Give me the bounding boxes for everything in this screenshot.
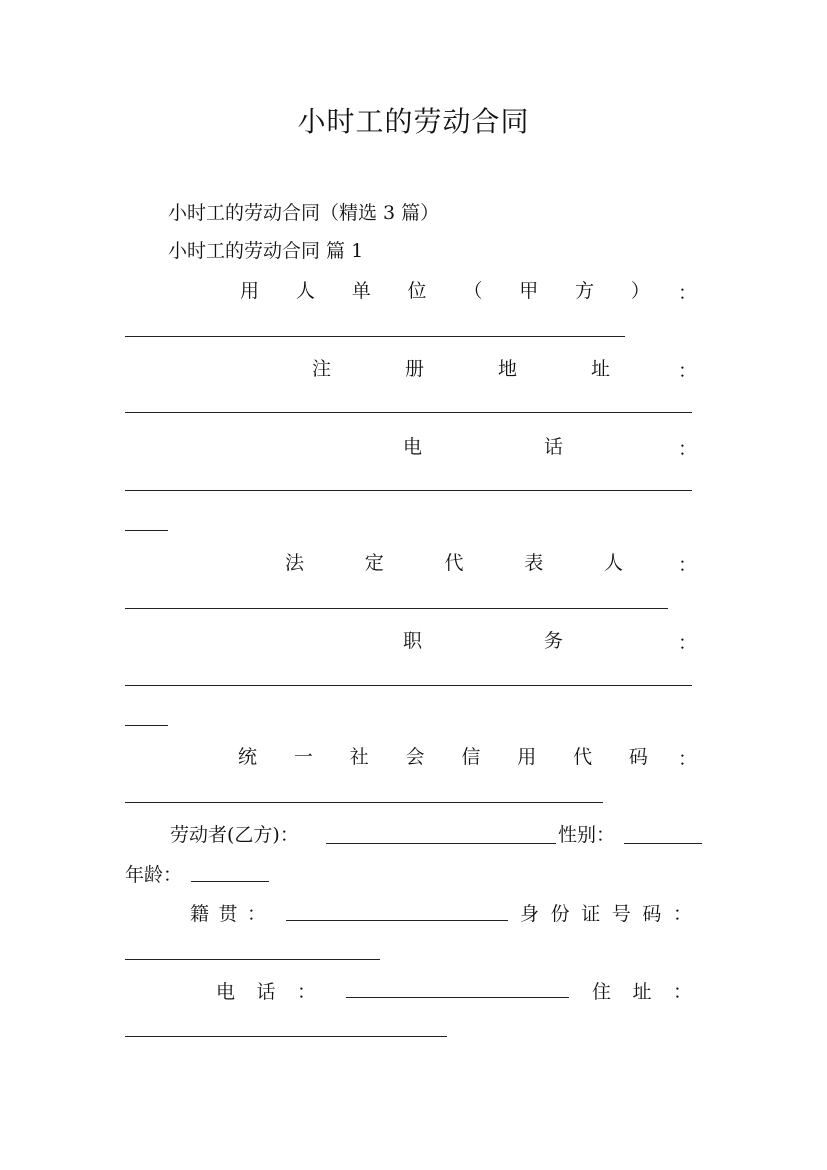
- credit-code-colon: ：: [678, 748, 698, 770]
- worker-address-blank[interactable]: [125, 1036, 447, 1037]
- employer-colon: ：: [678, 282, 698, 304]
- gender-blank[interactable]: [624, 843, 702, 844]
- credit-code-label: 统 一 社 会 信 用 代 码: [238, 746, 648, 768]
- native-place-label: 籍 贯 ：: [190, 903, 266, 925]
- position-label: 职 务: [403, 630, 563, 652]
- company-phone-blank-cont[interactable]: [125, 530, 168, 531]
- age-label: 年龄：: [125, 864, 183, 886]
- document-title: 小时工的劳动合同: [297, 105, 530, 138]
- worker-address-label: 住 址 ：: [592, 981, 692, 1003]
- reg-address-label: 注 册 地 址: [312, 358, 610, 380]
- worker-name-blank[interactable]: [326, 843, 556, 844]
- gender-label: 性别：: [558, 824, 616, 846]
- worker-label: 劳动者(乙方)：: [170, 824, 299, 846]
- reg-address-colon: ：: [678, 360, 698, 382]
- worker-phone-blank[interactable]: [346, 997, 569, 998]
- company-phone-blank[interactable]: [125, 490, 692, 491]
- legal-rep-blank[interactable]: [125, 608, 668, 609]
- company-phone-colon: ：: [678, 438, 698, 460]
- id-number-blank[interactable]: [125, 959, 380, 960]
- employer-label: 用 人 单 位 （ 甲 方 ）: [240, 280, 650, 302]
- employer-blank[interactable]: [125, 336, 625, 337]
- id-number-label: 身 份 证 号 码 ：: [520, 903, 692, 925]
- credit-code-blank[interactable]: [125, 802, 603, 803]
- position-colon: ：: [678, 632, 698, 654]
- position-blank-cont[interactable]: [125, 725, 168, 726]
- age-blank[interactable]: [191, 881, 269, 882]
- reg-address-blank[interactable]: [125, 412, 692, 413]
- position-blank[interactable]: [125, 685, 692, 686]
- legal-rep-label: 法 定 代 表 人: [285, 552, 623, 574]
- company-phone-label: 电 话: [403, 436, 563, 458]
- worker-phone-label: 电 话 ：: [216, 981, 316, 1003]
- native-place-blank[interactable]: [286, 920, 508, 921]
- intro-line-1: 小时工的劳动合同（精选 3 篇）: [168, 202, 440, 224]
- legal-rep-colon: ：: [678, 554, 698, 576]
- intro-line-2: 小时工的劳动合同 篇 1: [168, 240, 364, 262]
